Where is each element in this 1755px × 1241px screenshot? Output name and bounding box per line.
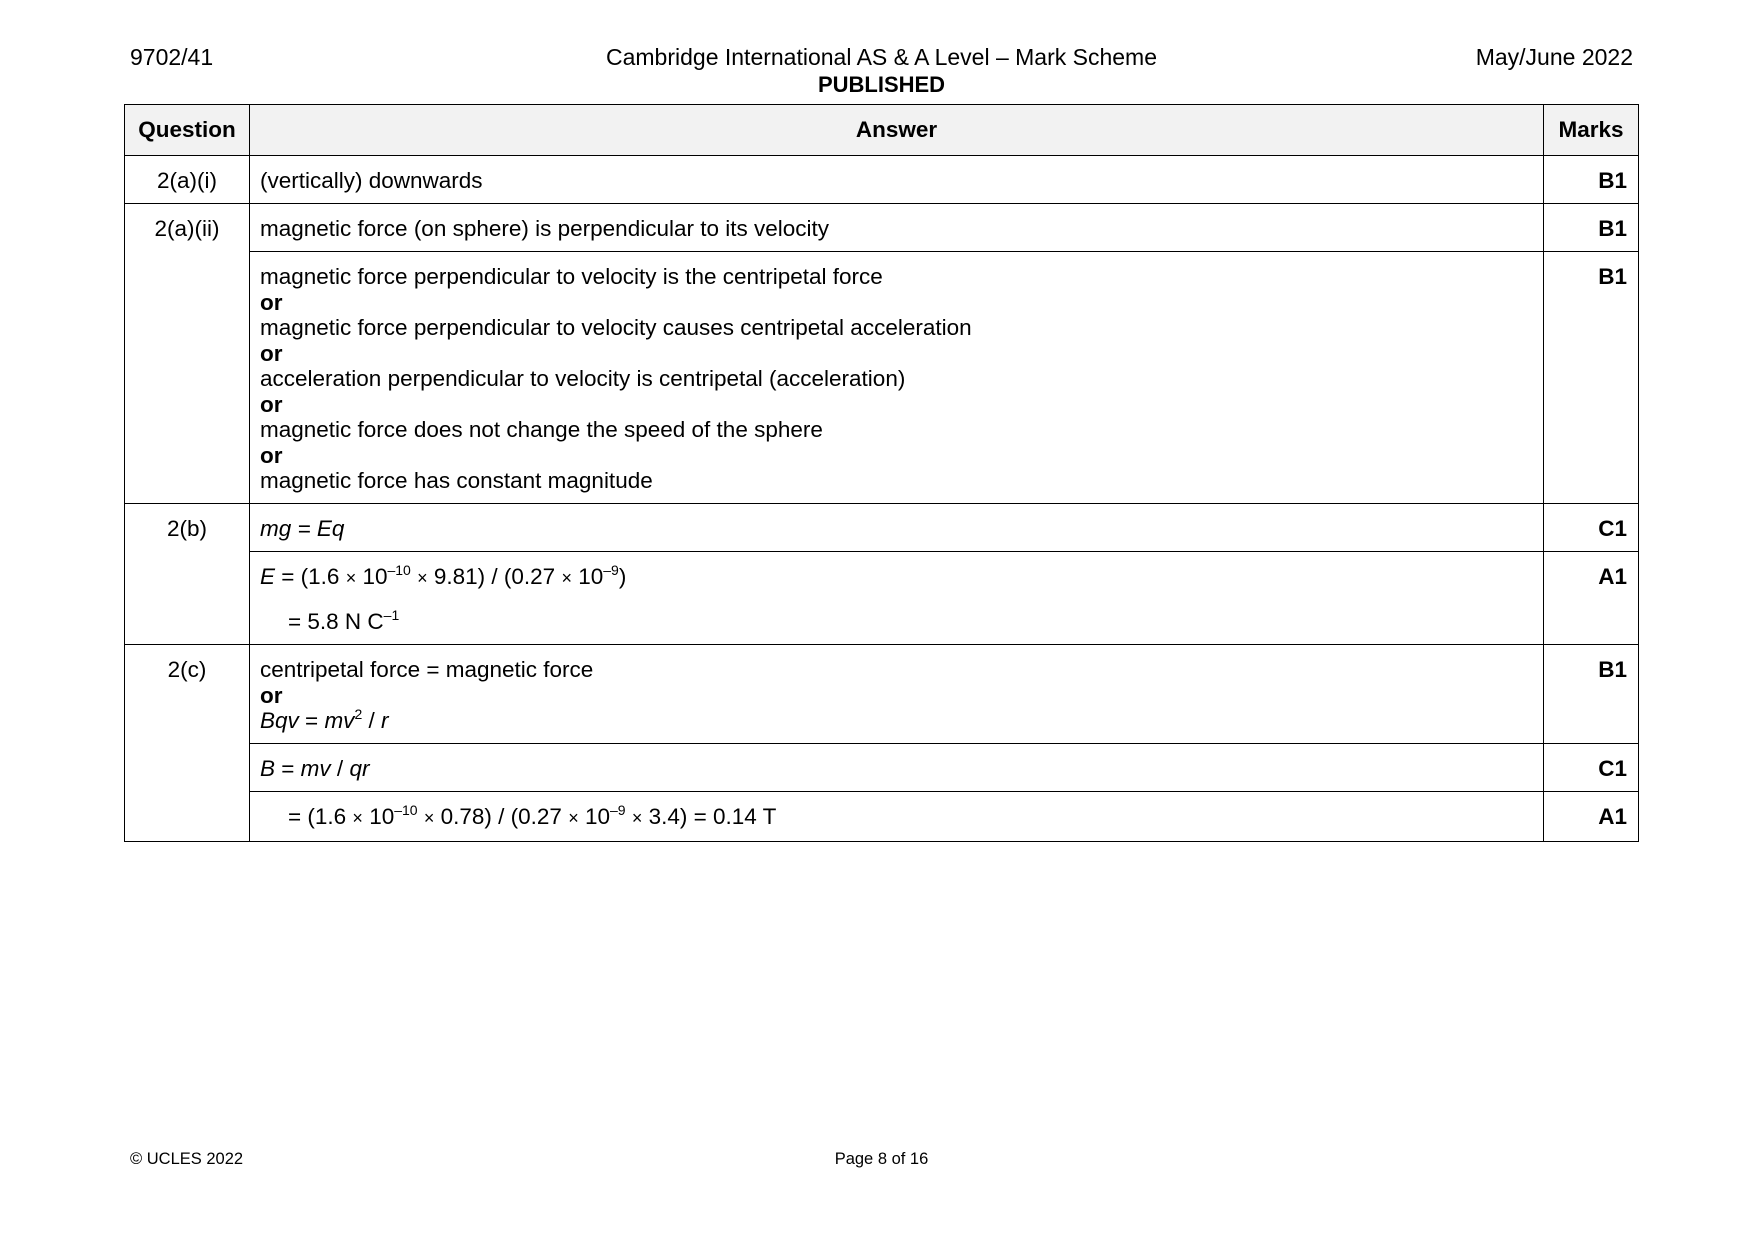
answer-line: magnetic force does not change the speed of the sphere [260, 417, 823, 442]
mark-code: B1 [1544, 204, 1639, 252]
table-row [125, 156, 1639, 204]
mark-code: B1 [1544, 645, 1639, 744]
table-row [125, 204, 1639, 252]
table-row [125, 645, 1639, 744]
answer-cell [250, 504, 1544, 552]
answer-cell [250, 744, 1544, 792]
answer-cell [250, 792, 1544, 842]
answer-cell [250, 156, 1544, 204]
answer-line: magnetic force (on sphere) is perpendicular to its velocity [260, 216, 830, 241]
page-number: Page 8 of 16 [834, 1150, 929, 1168]
table-row [125, 744, 1639, 792]
document-title: Cambridge International AS & A Level – Mark Scheme [605, 44, 1158, 70]
answer-line: (vertically) downwards [260, 168, 483, 193]
table-row [125, 792, 1639, 842]
marks-column-header: Marks [1544, 105, 1639, 156]
or-connector: or [260, 443, 283, 468]
answer-equation: mg = Eq [260, 516, 345, 541]
mark-code: B1 [1544, 252, 1639, 504]
table-row [125, 552, 1639, 645]
mark-code: C1 [1544, 744, 1639, 792]
table-header-row [125, 105, 1639, 156]
or-connector: or [260, 683, 283, 708]
copyright-notice: © UCLES 2022 [130, 1150, 244, 1168]
answer-line: acceleration perpendicular to velocity is centripetal (acceleration) [260, 366, 906, 391]
exam-session: May/June 2022 [1475, 44, 1633, 70]
or-connector: or [260, 290, 283, 315]
answer-calculation: = $(1.6 \times 10^{-10} \times 0.78) / (0.27 \times 10^{-9} \times 3.4) = 0.14$ T [288, 802, 777, 829]
mark-code: B1 [1544, 156, 1639, 204]
published-label: PUBLISHED [817, 72, 946, 97]
answer-line: magnetic force perpendicular to velocity causes centripetal acceleration [260, 315, 972, 340]
or-connector: or [260, 341, 283, 366]
question-column-header: Question [125, 105, 250, 156]
answer-line: magnetic force has constant magnitude [260, 468, 653, 493]
answer-calculation: $E = (1.6 \times 10^{-10} \times 9.81) / (0.27 \times 10^{-9})$ [260, 562, 627, 589]
answer-equation: Bqv = $mv^2$ / r [260, 706, 389, 733]
answer-column-header: Answer [250, 105, 1544, 156]
question-number: 2(a)(ii) [125, 204, 250, 504]
answer-equation: B = mv / qr [260, 756, 370, 781]
mark-code: A1 [1544, 552, 1639, 645]
table-row [125, 252, 1639, 504]
answer-line: centripetal force = magnetic force [260, 657, 594, 682]
answer-cell [250, 645, 1544, 744]
table-row [125, 504, 1639, 552]
question-number: 2(b) [125, 504, 250, 645]
paper-code: 9702/41 [130, 44, 214, 70]
answer-cell [250, 204, 1544, 252]
answer-line: magnetic force perpendicular to velocity is the centripetal force [260, 264, 883, 289]
answer-result: = 5.8 N $C^{-1}$ [288, 607, 400, 634]
mark-scheme-table [124, 104, 1639, 842]
answer-cell [250, 252, 1544, 504]
question-number: 2(c) [125, 645, 250, 842]
mark-code: C1 [1544, 504, 1639, 552]
question-number: 2(a)(i) [125, 156, 250, 204]
or-connector: or [260, 392, 283, 417]
answer-cell [250, 552, 1544, 645]
mark-code: A1 [1544, 792, 1639, 842]
